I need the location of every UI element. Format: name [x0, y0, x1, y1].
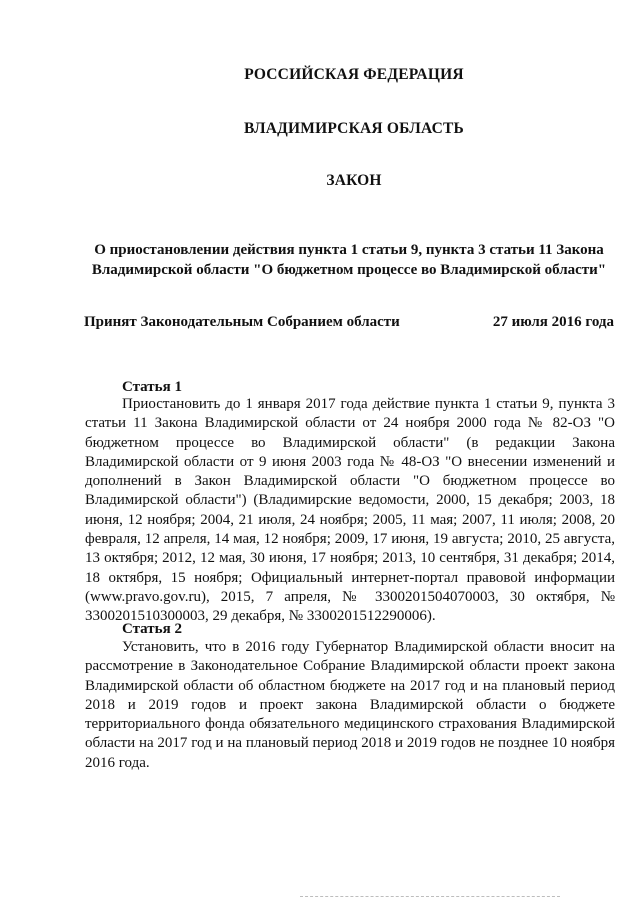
law-title: О приостановлении действия пункта 1 статьи 9, пункта 3 статьи 11 Закона Владимирской области "О бюджетном процессе во Владимирской области" [91, 242, 607, 278]
region-heading: ВЛАДИМИРСКАЯ ОБЛАСТЬ [244, 120, 464, 137]
article-2-title: Статья 2 [122, 621, 182, 637]
article-1-text: Приостановить до 1 января 2017 года действие пункта 1 статьи 9, пункта 3 статьи 11 Закона Владимирской области от 24 ноября 2000 года № 82-ОЗ "О бюджетном процессе во Владимирской области" (в редакции Закона Владимирской области от 9 июня 2003 года № 48-ОЗ "О внесении изменений и дополнений в Закон Владимирской области "О бюджетном процессе во Владимирской области") (Владимирские ведомости, 2000, 15 декабря; 2003, 18 июня, 12 ноября; 2004, 21 июля, 24 ноября; 2005, 11 мая; 2007, 11 июля; 2008, 20 февраля, 12 апреля, 14 мая, 12 ноября; 2009, 17 июня, 19 августа; 2010, 25 августа, 13 октября; 2012, 12 мая, 30 июня, 17 ноября; 2013, 10 сентября, 31 декабря; 2014, 18 октября, 15 ноября; Официальный интернет-портал правовой информации (www.pravo.gov.ru), 2015, 7 апреля, № 3300201504070003, 30 октября, № 3300201510300003, 29 декабря, № 3300201512290006). [85, 396, 615, 625]
article-2-text: Установить, что в 2016 году Губернатор Владимирской области вносит на рассмотрение в Законодательное Собрание Владимирской области проект закона Владимирской области об областном бюджете на 2017 год и на плановый период 2018 и 2019 годов и проект закона Владимирской области о бюджете территориального фонда обязательного медицинского страхования Владимирской области на 2017 год и на плановый период 2018 и 2019 годов не позднее 10 ноября 2016 года. [85, 639, 615, 771]
scan-artifact-line [300, 896, 560, 898]
adoption-date: 27 июля 2016 года [492, 314, 614, 330]
article-1-title: Статья 1 [122, 379, 182, 395]
document-type-heading: ЗАКОН [326, 172, 382, 189]
adoption-line [84, 312, 614, 332]
adopted-by: Принят Законодательным Собранием области [84, 314, 400, 330]
federation-heading: РОССИЙСКАЯ ФЕДЕРАЦИЯ [244, 66, 464, 83]
